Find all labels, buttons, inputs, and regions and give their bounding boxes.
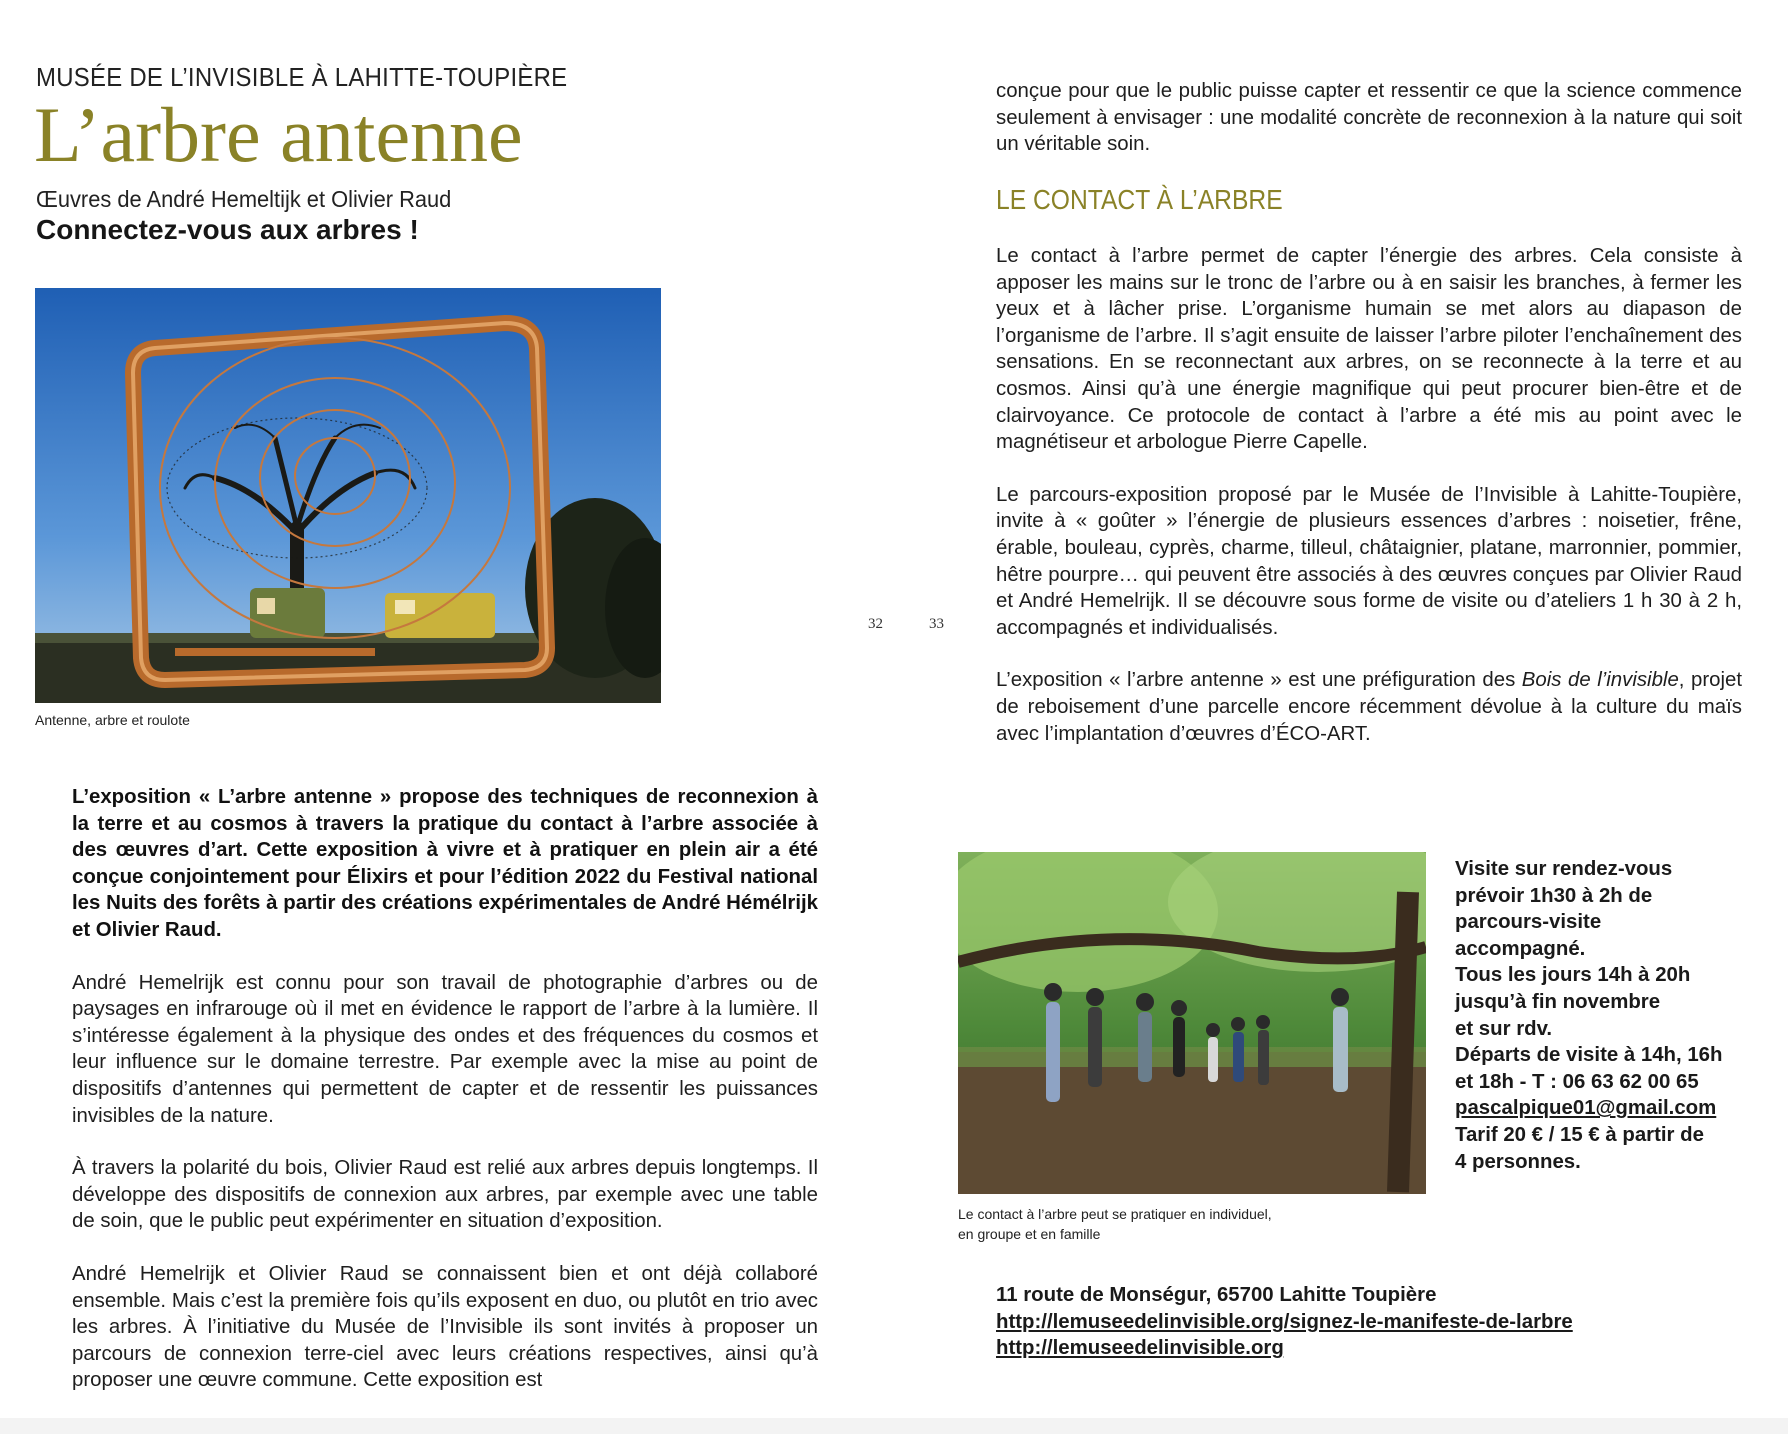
info-line: et 18h - T : 06 63 62 00 65 <box>1455 1070 1699 1093</box>
info-line: parcours-visite <box>1455 911 1602 934</box>
continuation-text <box>996 78 1742 184</box>
page-number-right: 33 <box>929 616 944 632</box>
photo2-caption <box>958 1204 1272 1244</box>
manifeste-link[interactable]: http://lemuseedelinvisible.org/signez-le-manifeste-de-larbre <box>996 1310 1573 1333</box>
visit-info-box <box>1455 856 1755 1175</box>
info-line: Tarif 20 € / 15 € à partir de <box>1455 1123 1704 1146</box>
right-body-text <box>996 243 1742 773</box>
body-paragraph: André Hemelrijk et Olivier Raud se connaissent bien et ont déjà collaboré ensemble. Mais c’est la première fois qu’ils exposent en duo, ou plutôt en trio avec les arbres. À l’initiative du Musée de l’Invisible ils sont invités à proposer un parcours de connexion terre-ciel avec leurs créations respectives, ainsi qu’à proposer une œuvre commune. Cette exposition est <box>72 1262 818 1392</box>
info-line: Tous les jours 14h à 20h <box>1455 964 1691 987</box>
body-paragraph: André Hemelrijk est connu pour son travail de photographie d’arbres ou de paysages en infrarouge où il met en évidence le rapport de l’arbre à la lumière. Il s’intéresse également à la physique des ondes et des fréquences du cosmos et leur influence sur le domaine terrestre. Par exemple avec la mise au point de dispositifs d’antennes qui permettent de capter et de ressentir les puissances invisibles de la nature. <box>72 971 818 1127</box>
info-line: 4 personnes. <box>1455 1150 1581 1173</box>
info-line: Départs de visite à 14h, 16h <box>1455 1044 1723 1067</box>
body-paragraph: Le contact à l’arbre permet de capter l’énergie des arbres. Cela consiste à apposer les mains sur le tronc de l’arbre ou à en saisir les branches, à fermer les yeux et à lâcher prise. L’organisme humain se met alors au diapason de l’organisme de l’arbre. Il s’agit ensuite de laisser l’arbre piloter l’enchaînement des sensations. En se reconnectant aux arbres, on se reconnecte à la terre et au cosmos. Ainsi qu’à une énergie magnifique qui peut procurer bien-être et de clairvoyance. Ce protocole de contact à l’arbre a été mis au point avec le magnétiseur et arbologue Pierre Capelle. <box>996 245 1742 454</box>
contact-address-block <box>996 1282 1573 1362</box>
info-line: prévoir 1h30 à 2h de <box>1455 884 1653 907</box>
email-link[interactable]: pascalpique01@gmail.com <box>1455 1097 1717 1120</box>
info-line: jusqu’à fin novembre <box>1455 990 1661 1013</box>
lead-paragraph: L’exposition « L’arbre antenne » propose des techniques de reconnexion à la terre et au cosmos à travers la pratique du contact à l’arbre associée à des œuvres d’art. Cette exposition à vivre et à pratiquer en plein air a été conçue conjointement pour Élixirs et pour l’édition 2022 du Festival national les Nuits des forêts à partir des créations expérimentales de André Hémélrijk et Olivier Raud. <box>72 786 818 941</box>
photo-caption: Antenne, arbre et roulote <box>35 712 190 728</box>
closing-text-a: L’exposition « l’arbre antenne » est une préfiguration des <box>996 669 1522 692</box>
bottom-strip <box>0 1418 1788 1434</box>
website-link[interactable]: http://lemuseedelinvisible.org <box>996 1337 1284 1360</box>
body-paragraph: Le parcours-exposition proposé par le Musée de l’Invisible à Lahitte-Toupière, invite à « goûter » l’énergie de plusieurs essences d’arbres : noisetier, frêne, érable, bouleau, cyprès, charme, tilleul, châtaignier, platane, marronnier, pommier, hêtre pourpre… qui peuvent être associés à des œuvres conçues par Olivier Raud et André Hemelrijk. Il se découvre sous forme de visite ou d’ateliers 1 h 30 à 2 h, accompagnés et individualisés. <box>996 483 1742 639</box>
closing-italic: Bois de l’invisible <box>1521 669 1679 692</box>
address: 11 route de Monségur, 65700 Lahitte Toupière <box>996 1284 1437 1306</box>
slogan: Connectez-vous aux arbres ! <box>36 214 419 245</box>
artists-subtitle: Œuvres de André Hemeltijk et Olivier Raud <box>36 186 452 212</box>
body-paragraph: À travers la polarité du bois, Olivier Raud est relié aux arbres depuis longtemps. Il développe des dispositifs de connexion aux arbres, par exemple avec une table de soin, que le public peut expérimenter en situation d’exposition. <box>72 1157 818 1233</box>
section-heading: LE CONTACT À L’ARBRE <box>996 184 1283 215</box>
info-line: et sur rdv. <box>1455 1017 1553 1040</box>
antenna-tree-photo <box>35 288 661 703</box>
page-title: L’arbre antenne <box>34 91 523 178</box>
page-number-left: 32 <box>868 616 883 632</box>
tree-contact-photo <box>958 852 1426 1194</box>
left-body-text <box>72 784 818 1420</box>
photo2-caption-line: en groupe et en famille <box>958 1226 1101 1242</box>
info-line: accompagné. <box>1455 937 1586 960</box>
museum-kicker: MUSÉE DE L’INVISIBLE À LAHITTE-TOUPIÈRE <box>36 62 568 92</box>
photo2-caption-line: Le contact à l’arbre peut se pratiquer en individuel, <box>958 1206 1272 1222</box>
closing-paragraph <box>996 667 1742 747</box>
continuation-paragraph: conçue pour que le public puisse capter et ressentir ce que la science commence seulement à envisager : une modalité concrète de reconnexion à la nature qui soit un véritable soin. <box>996 80 1742 156</box>
info-line: Visite sur rendez-vous <box>1455 858 1673 880</box>
closing-text-b: , projet de reboisement d’une parcelle encore récemment dévolue à la culture du maïs avec l’implantation d’œuvres d’ÉCO-ART. <box>996 669 1742 745</box>
